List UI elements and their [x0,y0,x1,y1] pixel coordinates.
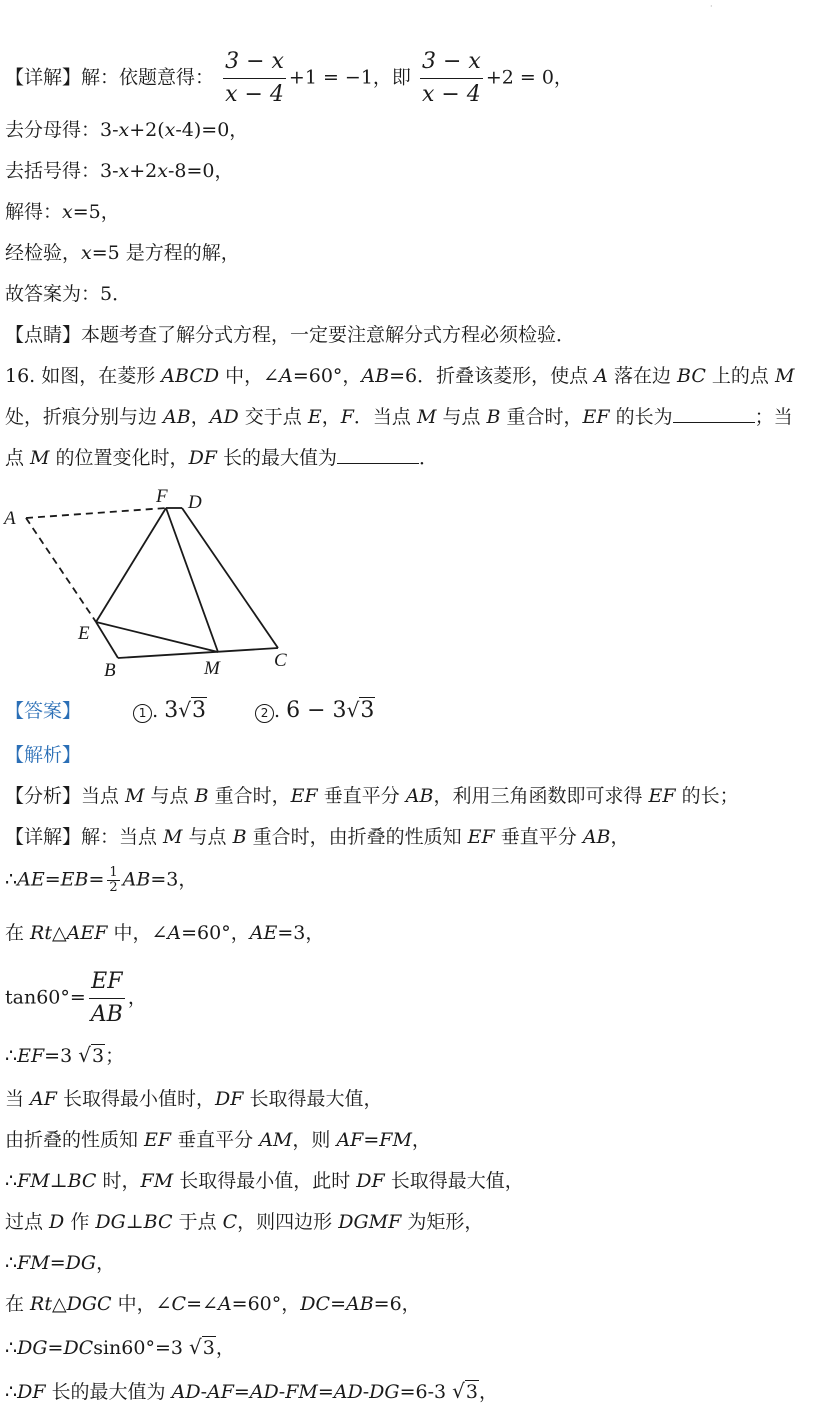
rhombus-figure [0,484,300,679]
detail-equation-line: 【详解】解：依题意得： $\frac{3 - x}{x - 4}$ +1 = −1，即 $\frac{3 - x}{x - 4}$ +2 = 0， [5,46,573,111]
solution-step-3: tan60°= $\frac{EF}{AB}$ ， [5,966,147,1031]
answer-line: 【答案】 1 . 3√3 2 . 6 − 3√3 [5,698,375,723]
fraction: $\frac{3 - x}{x - 4}$ [223,46,286,111]
label-a: A [4,508,16,529]
step-line: 去分母得：3-x+2(x-4)=0， [5,119,249,141]
solution-step-8: 过点 D 作 DG⊥BC 于点 C，则四边形 DGMF 为矩形， [5,1211,484,1233]
answer-blank-1[interactable] [673,422,755,423]
step-line: 解得：x=5， [5,201,120,223]
solution-step-5: 当 AF 长取得最小值时，DF 长取得最大值， [5,1088,383,1110]
scan-mark: · [710,2,713,11]
label-e: E [78,623,90,644]
answer-number-1: 1 [133,704,152,723]
solution-step-9: ∴FM=DG， [5,1252,116,1274]
segment-ef [96,508,166,622]
step-line: 故答案为：5． [5,283,132,305]
answer-tag: 【答案】 [5,700,82,722]
segment-em [96,622,218,652]
fraction: $\frac{3 - x}{x - 4}$ [420,46,483,111]
dashed-line-af [26,508,166,518]
solution-step-11: ∴DG=DCsin60°=3 √3， [5,1335,235,1359]
solution-step-1: ∴AE=EB= $\frac{1}{2}$ AB=3， [5,865,198,895]
solution-step-12: ∴DF 长的最大值为 AD-AF=AD-FM=AD-DG=6-3 √3， [5,1379,499,1403]
remark-line: 【点睛】本题考查了解分式方程，一定要注意解分式方程必须检验． [5,324,576,346]
label-d: D [188,492,202,513]
segment-fm [166,508,218,652]
detail-line: 【详解】解：当点 M 与点 B 重合时，由折叠的性质知 EF 垂直平分 AB， [5,826,630,848]
answer-2-value: 6 − 3√3 [286,698,375,723]
answer-number-2: 2 [255,704,274,723]
solution-step-7: ∴FM⊥BC 时，FM 长取得最小值，此时 DF 长取得最大值， [5,1170,524,1192]
fraction-ef-ab: $\frac{EF}{AB}$ [89,966,125,1031]
solution-step-6: 由折叠的性质知 EF 垂直平分 AM，则 AF=FM， [5,1129,431,1151]
step-line: 去括号得：3-x+2x-8=0， [5,160,234,182]
label-m: M [204,658,220,679]
label-c: C [274,650,287,671]
solution-step-4: ∴EF=3 √3； [5,1043,125,1067]
label-f: F [156,486,168,507]
solution-step-10: 在 Rt△DGC 中，∠C=∠A=60°，DC=AB=6， [5,1293,421,1315]
question-16-line1: 16. 如图，在菱形 ABCD 中，∠A=60°，AB=6．折叠该菱形，使点 A 落在边 BC 上的点 M [5,365,795,387]
question-16-line3: 点 M 的位置变化时，DF 长的最大值为 ． [5,447,439,469]
detail-tag: 【详解】 [5,66,82,89]
solution-step-2: 在 Rt△AEF 中，∠A=60°，AE=3， [5,922,325,944]
answer-blank-2[interactable] [337,463,419,464]
segment-bc [118,648,278,658]
step-line: 经检验，x=5 是方程的解， [5,242,240,264]
answer-1-value: 3√3 [164,698,206,723]
text: 解：依题意得： [81,66,215,89]
question-16-line2: 处，折痕分别与边 AB，AD 交于点 E，F．当点 M 与点 B 重合时，EF 的长为 ；当 [5,406,793,428]
fraction-half: $\frac{1}{2}$ [109,865,118,895]
dashed-line-ae [26,518,96,622]
analysis-tag: 【解析】 [5,744,82,766]
analysis-line: 【分析】当点 M 与点 B 重合时，EF 垂直平分 AB，利用三角函数即可求得 EF 的长； [5,785,739,807]
label-b: B [104,660,116,679]
segment-dc [182,508,278,648]
